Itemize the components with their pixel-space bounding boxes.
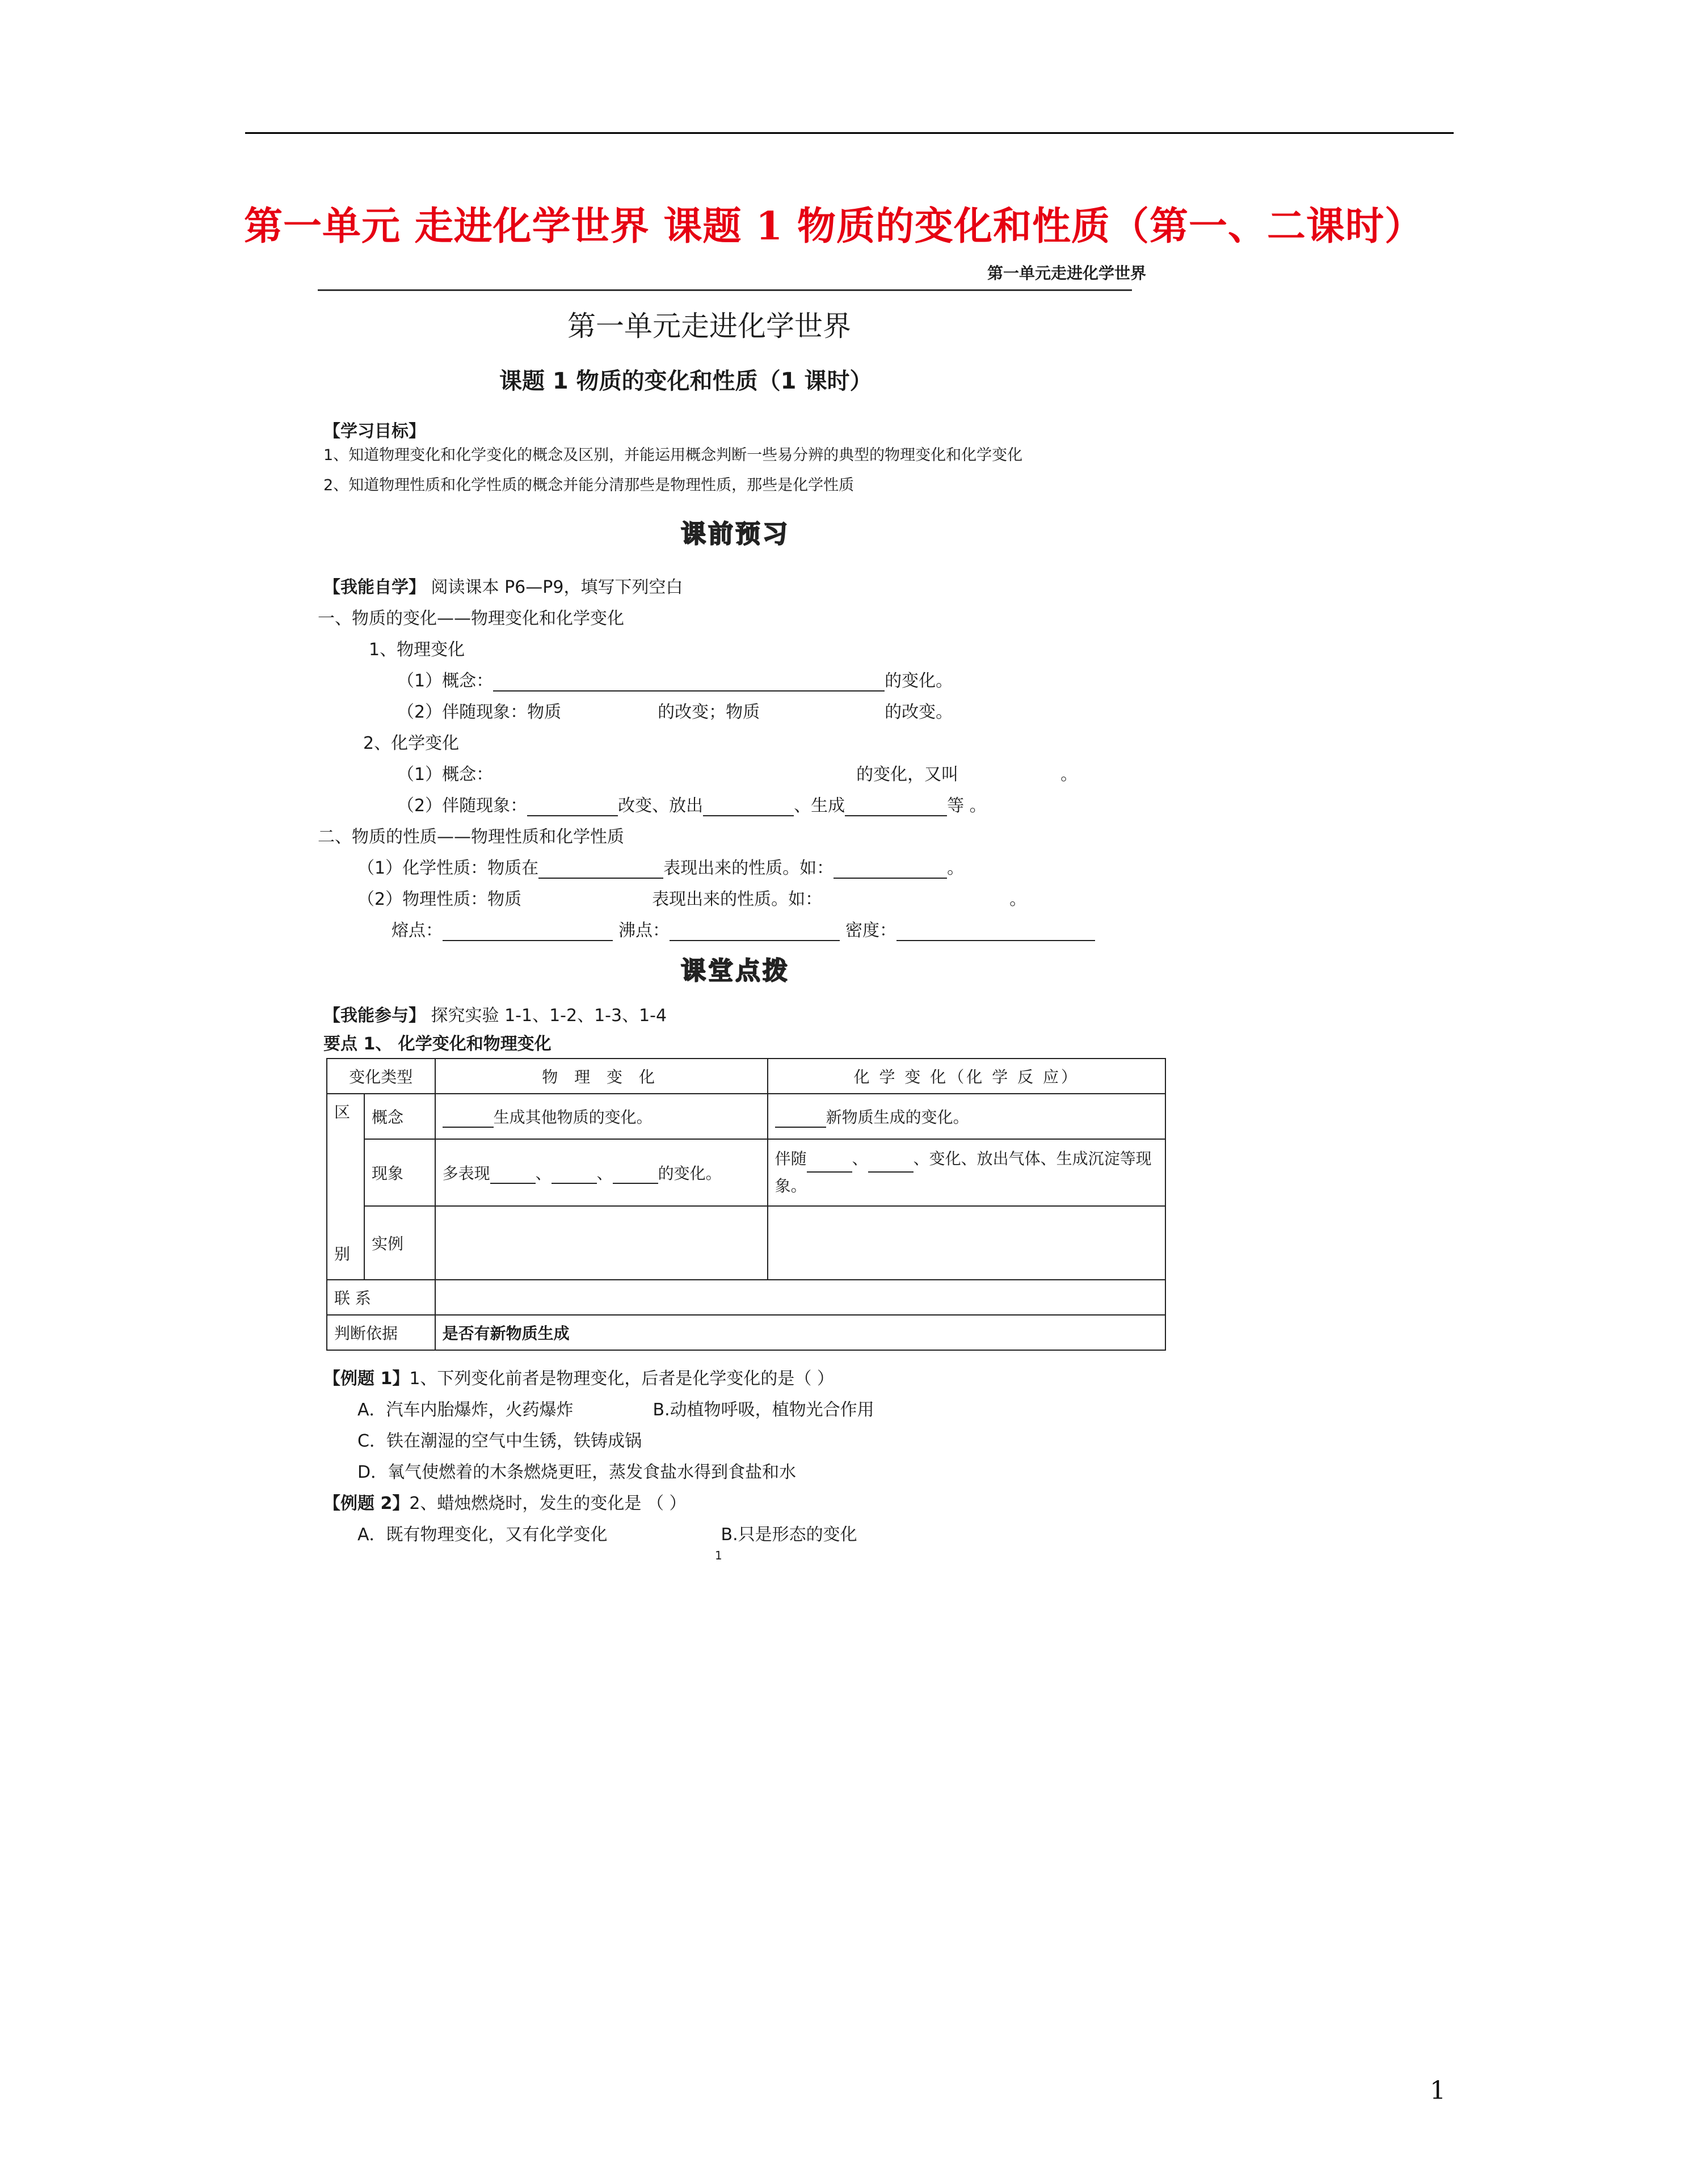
chemical-property-line: [357, 854, 964, 879]
label: （2）伴随现象：: [397, 796, 528, 816]
example-2-label: 【例题 2】: [323, 1494, 410, 1513]
table-row: [327, 1206, 1165, 1280]
blank: [538, 861, 663, 879]
example-1-question: [323, 1364, 834, 1389]
goal-2: 2、知道物理性质和化学性质的概念并能分清那些是物理性质，那些是化学性质: [323, 477, 854, 494]
label: 表现出来的性质。如：: [652, 889, 823, 909]
header-chemical: 化 学 变 化（化 学 反 应）: [768, 1059, 1165, 1094]
spacer: [334, 1123, 357, 1242]
label: （2）伴随现象：物质: [397, 702, 562, 722]
blank: [868, 1154, 914, 1173]
header-type: 变化类型: [327, 1059, 435, 1094]
table-row: [327, 1094, 1165, 1139]
goals-heading: 【学习目标】: [323, 421, 426, 441]
label: 。: [947, 858, 965, 878]
scan-header-rule: [318, 289, 1132, 291]
physical-change-heading: 1、物理变化: [369, 640, 465, 660]
label: 的改变；物质: [658, 702, 760, 722]
label: A．既有物理变化，又有化学变化: [357, 1525, 608, 1545]
phen-physical-cell: 多表现 、 、 的变化。: [435, 1139, 768, 1206]
example-physical-cell: [435, 1206, 768, 1280]
scan-header: 第一单元走进化学世界: [987, 264, 1146, 283]
lesson-title: 课题 1 物质的变化和性质（1 课时）: [499, 368, 873, 394]
label: 的变化，又叫: [856, 765, 959, 785]
label: 伴随: [774, 1149, 807, 1168]
section-1-heading: 一、物质的变化——物理变化和化学变化: [318, 609, 624, 629]
self-study-label: 【我能自学】: [323, 577, 426, 597]
key-point-heading: 要点 1、 化学变化和物理变化: [323, 1034, 552, 1054]
table-row: [327, 1280, 1165, 1315]
concept-physical-cell: [435, 1094, 768, 1139]
preview-tag: 课前预习: [681, 520, 790, 549]
phen-chemical-cell: 伴随 、 、变化、放出气体、生成沉淀等现象。: [768, 1139, 1165, 1206]
row-relation: 联 系: [327, 1280, 435, 1315]
label: 熔点：: [392, 921, 443, 941]
chemical-change-heading: 2、化学变化: [363, 733, 460, 753]
physical-property-line: [357, 885, 1026, 910]
example-1-label: 【例题 1】: [323, 1369, 410, 1389]
scanned-worksheet: [306, 250, 1169, 1571]
label: 沸点：: [618, 921, 670, 941]
header-physical: 物 理 变 化: [435, 1059, 768, 1094]
label: 表现出来的性质。如：: [663, 858, 834, 878]
label: 1、下列变化前者是物理变化，后者是化学变化的是（ ）: [409, 1369, 834, 1389]
blank: [703, 798, 794, 816]
row-example: 实例: [364, 1206, 435, 1280]
label: B.只是形态的变化: [721, 1525, 857, 1545]
label: 的改变。: [885, 702, 953, 722]
label: 2、蜡烛燃烧时，发生的变化是 （ ）: [409, 1494, 687, 1513]
label: 的变化。: [658, 1164, 722, 1183]
physical-phenomenon-line: [397, 698, 953, 723]
label: 。: [1009, 889, 1027, 909]
example-2-ab: [357, 1520, 857, 1545]
chemical-phenomenon-line: [397, 791, 987, 816]
blank: [670, 923, 840, 941]
class-tag: 课堂点拨: [681, 956, 790, 985]
diff-cell: [327, 1094, 364, 1280]
concept-chemical-cell: [768, 1094, 1165, 1139]
blank: [613, 1166, 658, 1184]
participate-text: 探究实验 1-1、1-2、1-3、1-4: [431, 1006, 667, 1026]
blank: [493, 673, 885, 692]
row-concept: 概念: [364, 1094, 435, 1139]
label: 改变、放出: [618, 796, 704, 816]
properties-line: [392, 916, 1095, 941]
label: 多表现: [442, 1164, 490, 1183]
self-study-line: [323, 573, 683, 598]
section-2-heading: 二、物质的性质——物理性质和化学性质: [318, 827, 624, 847]
label: 的变化。: [885, 671, 953, 691]
blank: [834, 861, 947, 879]
label: 密度：: [845, 921, 896, 941]
example-2-question: [323, 1489, 687, 1514]
self-study-text: 阅读课本 P6—P9，填写下列空白: [431, 577, 683, 597]
page-title: 第一单元 走进化学世界 课题 1 物质的变化和性质（第一、二课时）: [244, 204, 1424, 249]
label: 等 。: [947, 796, 987, 816]
page-number: 1: [1430, 2076, 1446, 2105]
blank: [527, 798, 618, 816]
unit-title: 第一单元走进化学世界: [567, 310, 851, 343]
example-1-ab: [357, 1395, 874, 1420]
example-1-d: D．氧气使燃着的木条燃烧更旺，蒸发食盐水得到食盐和水: [357, 1462, 797, 1482]
label: 新物质生成的变化。: [826, 1108, 969, 1127]
diff-bottom: 别: [334, 1245, 351, 1263]
label: （1）化学性质：物质在: [357, 858, 539, 878]
label: 。: [1060, 765, 1078, 785]
blank: [490, 1166, 536, 1184]
row-phenomenon: 现象: [364, 1139, 435, 1206]
label: （2）物理性质：物质: [357, 889, 522, 909]
table-row: [327, 1315, 1165, 1350]
label: 生成其他物质的变化。: [493, 1108, 653, 1127]
basis-value: 是否有新物质生成: [435, 1315, 1165, 1350]
blank: [775, 1110, 826, 1128]
table-row: [327, 1059, 1165, 1094]
label: 、变化、放出气体、生成沉淀等现象。: [774, 1149, 1152, 1195]
example-1-c: C．铁在潮湿的空气中生锈，铁铸成锅: [357, 1431, 642, 1451]
blank: [552, 1166, 597, 1184]
header-rule: [245, 132, 1454, 134]
blank: [443, 1110, 494, 1128]
table-row: [327, 1139, 1165, 1206]
comparison-table: [326, 1058, 1166, 1351]
goal-1: 1、知道物理变化和化学变化的概念及区别，并能运用概念判断一些易分辨的典型的物理变化和化学变化: [323, 446, 1023, 464]
blank: [807, 1154, 852, 1173]
chemical-concept-line: [397, 760, 1077, 785]
label: （1）概念：: [397, 765, 494, 785]
participate-label: 【我能参与】: [323, 1006, 426, 1026]
label: B.动植物呼吸，植物光合作用: [653, 1400, 874, 1420]
blank: [845, 798, 947, 816]
label: 、生成: [794, 796, 845, 816]
label: （1）概念：: [397, 671, 494, 691]
participate-line: [323, 1001, 667, 1026]
example-chemical-cell: [768, 1206, 1165, 1280]
blank: [443, 923, 613, 941]
blank: [896, 923, 1095, 941]
label: A．汽车内胎爆炸，火药爆炸: [357, 1400, 574, 1420]
scan-footer-number: 1: [715, 1549, 722, 1562]
physical-concept-line: [397, 667, 953, 692]
relation-cell: [435, 1280, 1165, 1315]
row-basis: 判断依据: [327, 1315, 435, 1350]
diff-top: 区: [334, 1103, 351, 1121]
